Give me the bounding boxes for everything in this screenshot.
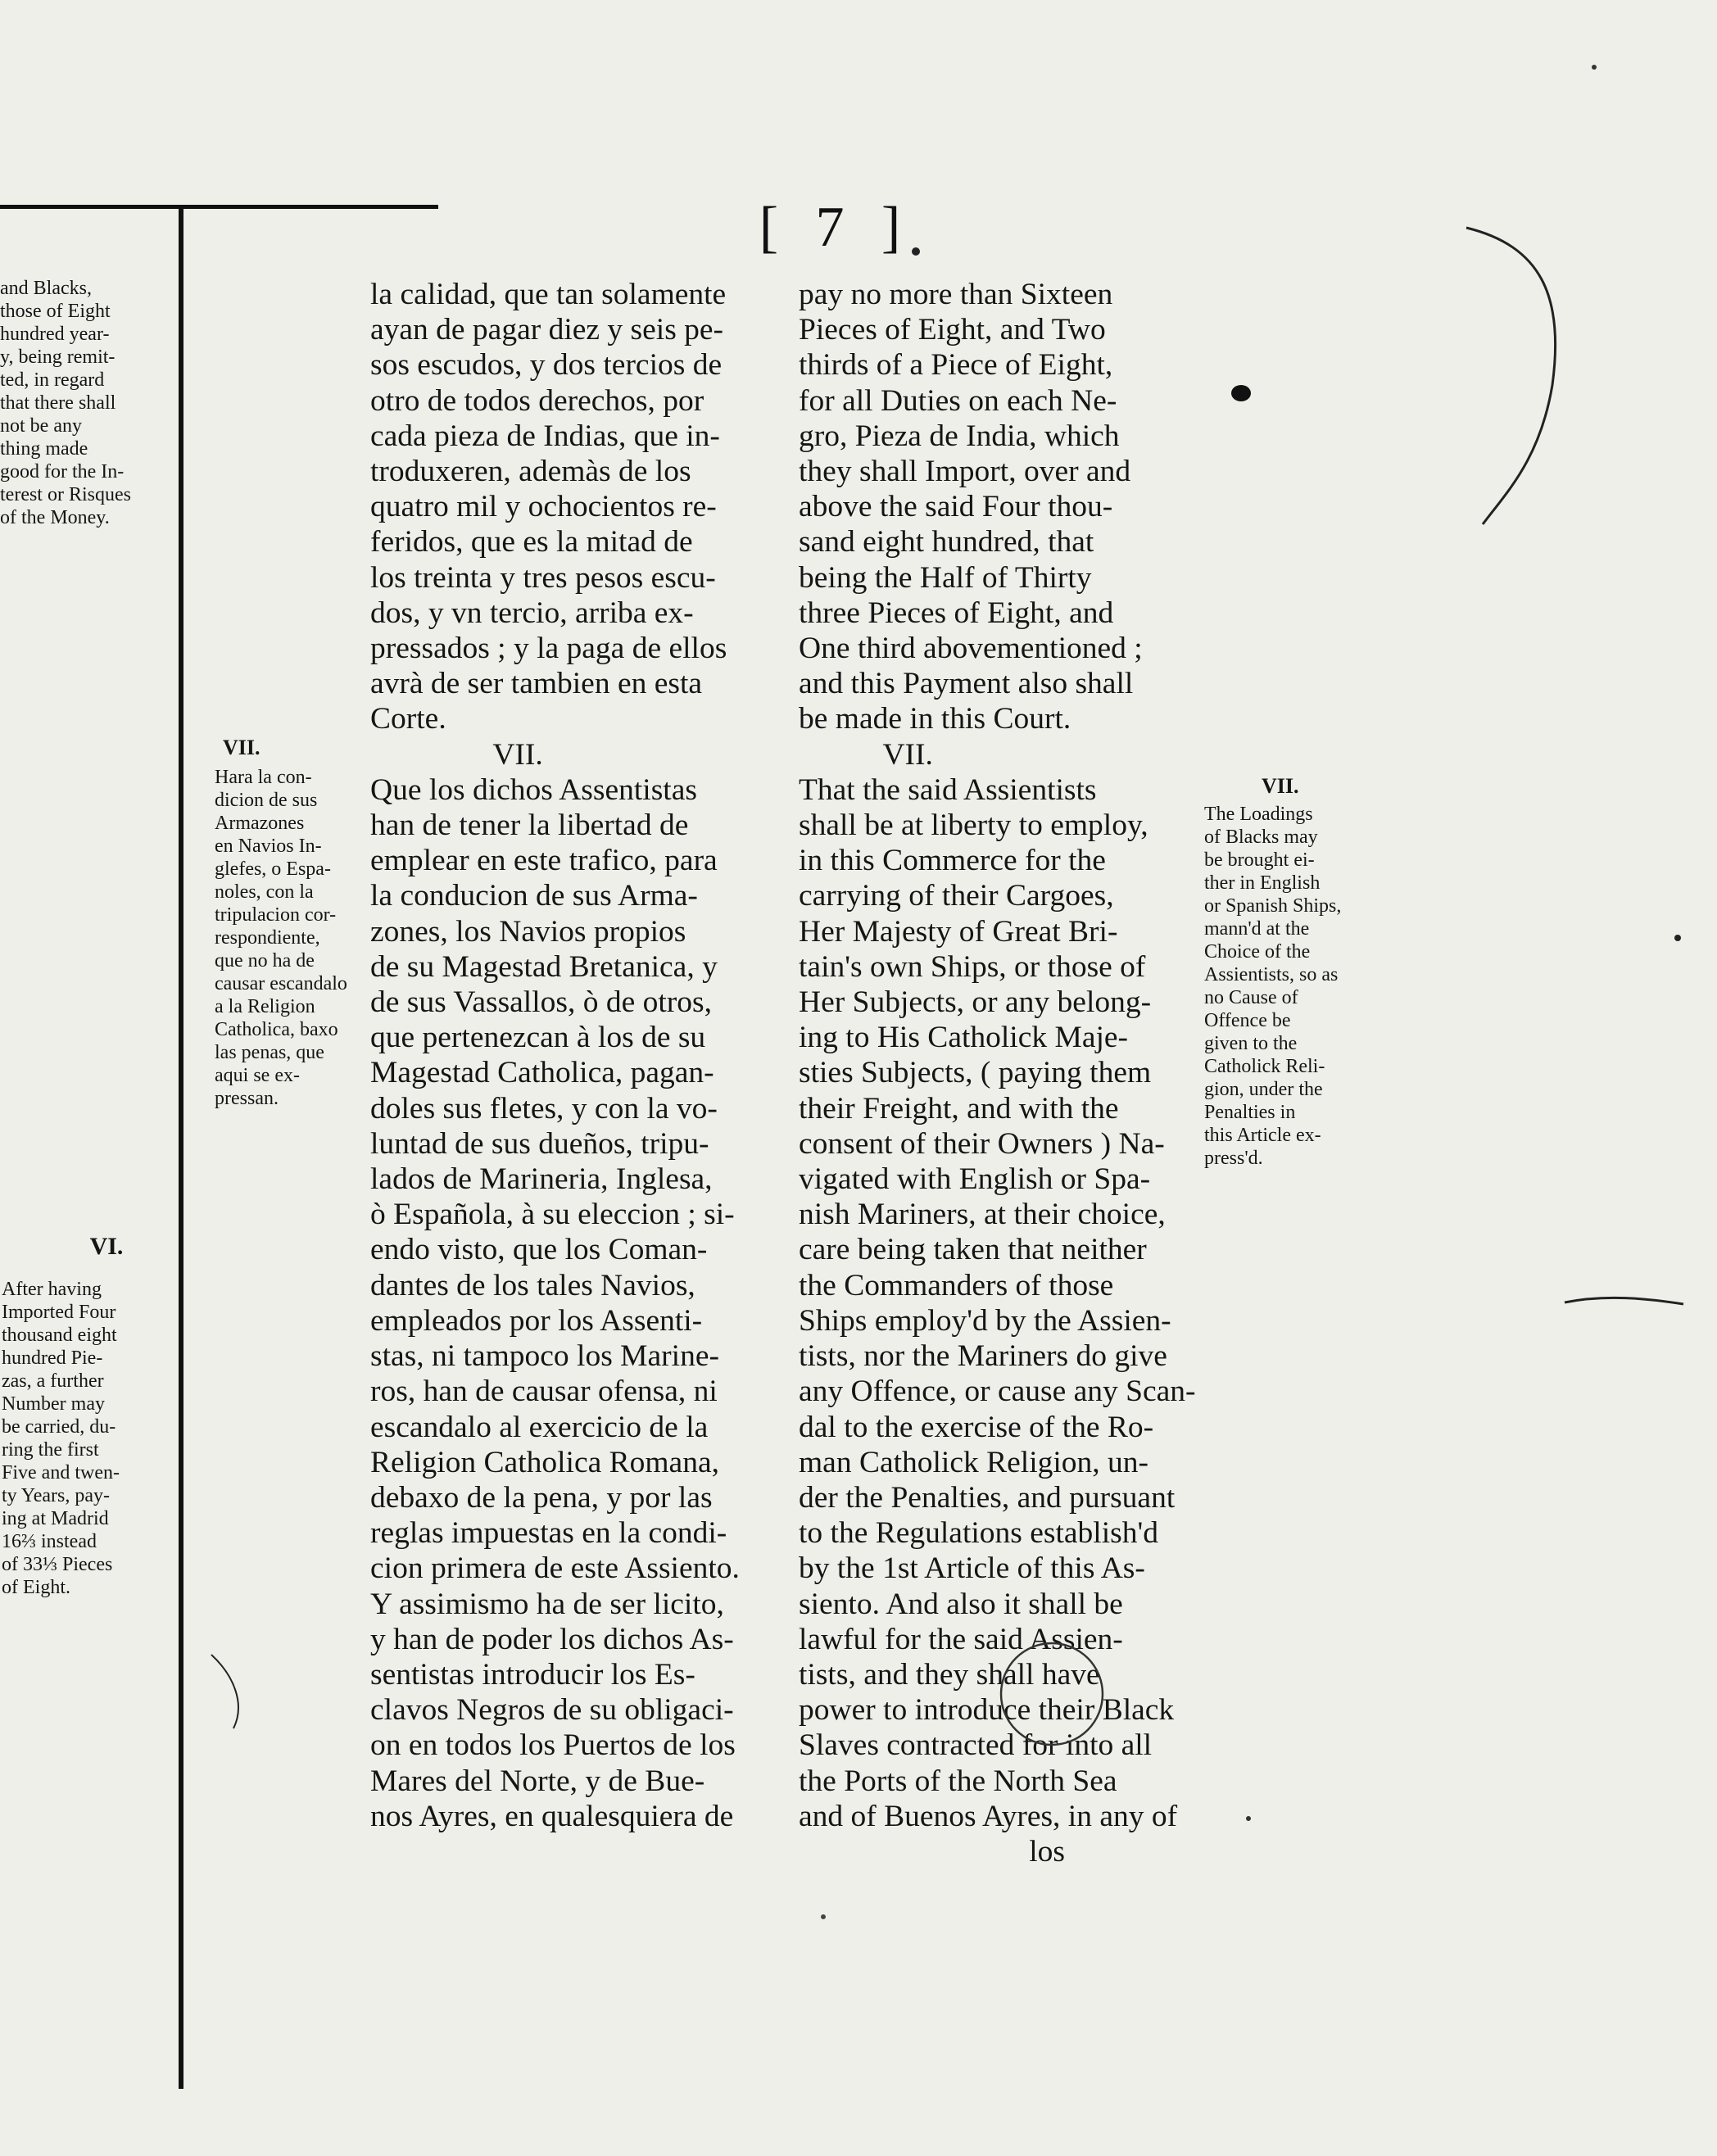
ink-line-right <box>1565 1298 1683 1304</box>
ink-dot <box>1674 935 1681 941</box>
ink-circle <box>1001 1643 1103 1745</box>
margin-note-vi: After having Imported Four thousand eight hundred Pie- zas, a further Number may be carried, du- ring the first Five and twen- ty Years, pay- ing at Madrid 16⅔ instead of 33⅓ Pieces of Eight. <box>2 1279 120 1598</box>
ink-curve-left <box>211 1655 238 1728</box>
margin-heading-vi: VI. <box>89 1233 124 1260</box>
margin-note-vii-english: The Loadings of Blacks may be brought ei- ther in English or Spanish Ships, mann'd at the Choice of the Assientists, so as no Cause of Offence be given to the Catholick Reli- gion, under the Penalties in this Article ex- press'd. <box>1204 804 1342 1169</box>
margin-note-vii-spanish: Hara la con- dicion de sus Armazones en Navios In- glefes, o Espa- noles, con la tripulacion cor- respondiente, que no ha de causar escandalo a la Religion Catholica, baxo las penas, que aqui se ex- pressan. <box>215 767 347 1109</box>
margin-heading-vii-english: VII. <box>1262 774 1299 798</box>
spanish-text-column: la calidad, que tan solamente ayan de pagar diez y seis pe- sos escudos, y dos tercios de otro de todos derechos, por cada pieza de Indias, que in- troduxeren, ademàs de los quatro mil y ochocientos re- feridos, que es la mitad de los treinta y tres pesos escu- dos, y vn tercio, arriba ex- pressados ; y la paga de ellos avrà de ser tambien en esta Corte. VII. Que los dichos Assentistas han de tener la libertad de emplear en este trafico, para la conducion de sus Arma- zones, los Navios propios de su Magestad Bretanica, y de sus Vassallos, ò de otros, que pertenezcan à los de su Magestad Catholica, pagan- doles sus fletes, y con la vo- luntad de sus dueños, tripu- lados de Marineria, Inglesa, ò Española, à su eleccion ; si- endo visto, que los Coman- dantes de los tales Navios, empleados por los Assenti- stas, ni tampoco los Marine- ros, han de causar ofensa, ni escandalo al exercicio de la Religion Catholica Romana, debaxo de la pena, y por las reglas impuestas en la condi- cion primera de este Assiento. Y assimismo ha de ser licito, y han de poder los dichos As- sentistas introducir los Es- clavos Negros de su obligaci- on en todos los Puertos de los Mares del Norte, y de Bue- nos Ayres, en qualesquiera de <box>370 278 740 1833</box>
ink-curve-right <box>1466 228 1556 524</box>
ink-dot <box>1246 1816 1251 1821</box>
ink-blot <box>1231 385 1251 401</box>
page-number: [ 7 ] <box>759 196 913 259</box>
margin-heading-vii-spanish: VII. <box>223 736 260 759</box>
english-text-column: pay no more than Sixteen Pieces of Eight, and Two thirds of a Piece of Eight, for all Duties on each Ne- gro, Pieza de India, which they shall Import, over and above the said Four thou- sand eight hundred, that being the Half of Thirty three Pieces of Eight, and One third abovementioned ; and this Payment also shall be made in this Court. VII. That the said Assientists shall be at liberty to employ, in this Commerce for the carrying of their Cargoes, Her Majesty of Great Bri- tain's own Ships, or those of Her Subjects, or any belong- ing to His Catholick Maje- sties Subjects, ( paying them their Freight, and with the consent of their Owners ) Na- vigated with English or Spa- nish Mariners, at their choice, care being taken that neither the Commanders of those Ships employ'd by the Assien- tists, nor the Mariners do give any Offence, or cause any Scan- dal to the exercise of the Ro- man Catholick Religion, un- der the Penalties, and pursuant to the Regulations establish'd by the 1st Article of this As- siento. And also it shall be lawful for the said Assien- tists, and they shall have power to introduce their Black Slaves contracted for into all the Ports of the North Sea and of Buenos Ayres, in any of los <box>799 278 1196 1868</box>
ink-dot <box>1592 65 1597 70</box>
margin-note-previous: and Blacks, those of Eight hundred year- y, being remit- ted, in regard that there shall not be any thing made good for the In- terest or Risques of the Money. <box>0 278 131 528</box>
ink-dot <box>821 1914 826 1919</box>
ink-dot <box>912 247 920 256</box>
